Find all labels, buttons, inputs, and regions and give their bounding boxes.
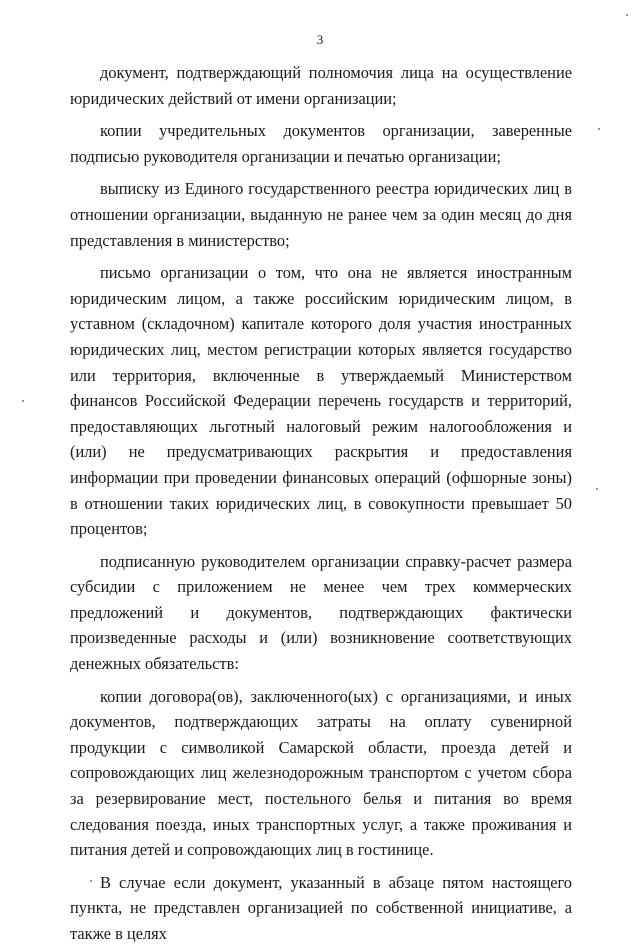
scan-speck	[598, 128, 600, 130]
page-number: 3	[316, 32, 324, 47]
paragraph-founding-documents: копии учредительных документов организации, заверенные подписью руководителя организации и печатью организации;	[70, 121, 572, 166]
paragraph-subsidy-calculation: подписанную руководителем организации справку-расчет размера субсидии с приложением не менее чем трех коммерческих предложений и документов, подтверждающих фактически произведенные расходы и (или) возникновение соответствующих денежных обязательств:	[70, 551, 572, 674]
scan-speck	[626, 14, 628, 16]
scan-speck	[22, 400, 24, 402]
paragraph-registry-extract: выписку из Единого государственного реестра юридических лиц в отношении организации, выданную не ранее чем за один месяц до дня представления в министерство;	[70, 179, 572, 250]
document-body	[70, 60, 572, 947]
paragraph-authority-document: документ, подтверждающий полномочия лица на осуществление юридических действий от имени организации;	[70, 63, 572, 108]
scan-speck	[596, 488, 598, 490]
scan-speck	[90, 880, 92, 882]
paragraph-submission-condition: В случае если документ, указанный в абзаце пятом настоящего пункта, не представлен организацией по собственной инициативе, а также в целях	[70, 872, 572, 943]
paragraph-contract-copies: копии договора(ов), заключенного(ых) с организациями, и иных документов, подтверждающих затраты на оплату сувенирной продукции с символикой Самарской области, проезда детей и сопровождающих лиц железнодорожным транспортом с учетом сбора за резервирование мест, постельного белья и питания во время следования поезда, иных транспортных услуг, а также проживания и питания детей и сопровождающих лиц в гостинице.	[70, 686, 572, 860]
paragraph-foreign-entity-letter: письмо организации о том, что она не является иностранным юридическим лицом, а также российским юридическим лицом, в уставном (складочном) капитале которого доля участия иностранных юридических лиц, местом регистрации которых является государство или территория, включенные в утверждаемый Министерством финансов Российской Федерации перечень государств и территорий, предоставляющих льготный налоговый режим налогообложения и (или) не предусматривающих раскрытия и предоставления информации при проведении финансовых операций (офшорные зоны) в отношении таких юридических лиц, в совокупности превышает 50 процентов;	[70, 263, 572, 539]
